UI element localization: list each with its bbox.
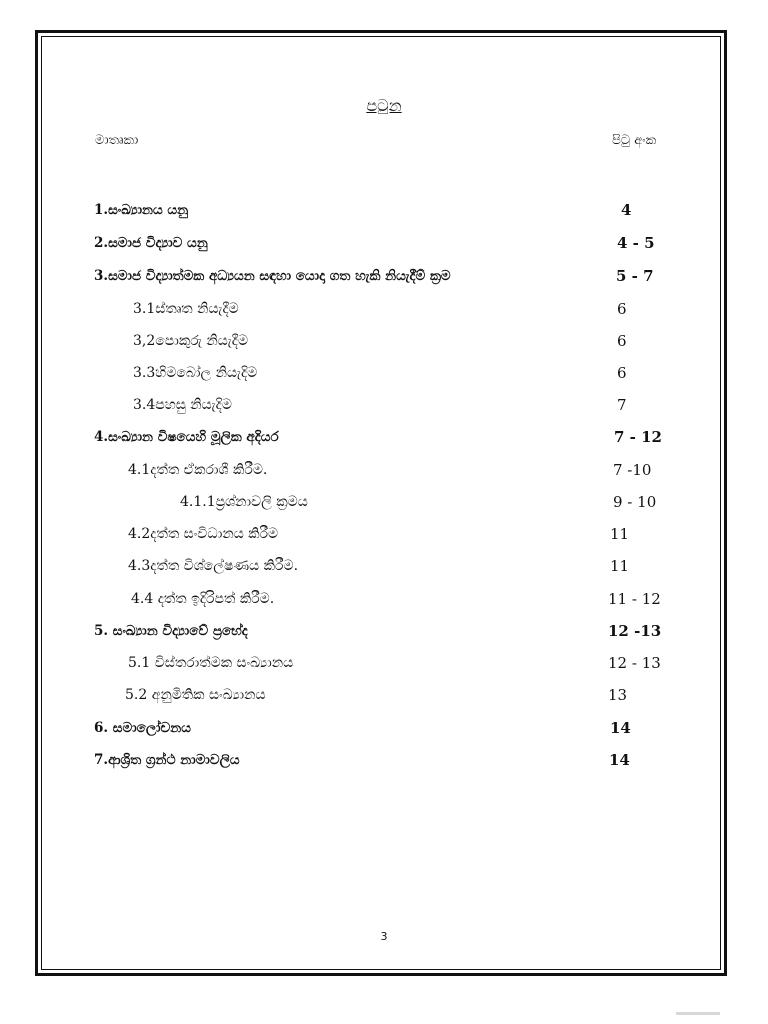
toc-entry-title: 4.4 දත්ත ඉදිරිපත් කිරීම. xyxy=(131,591,275,607)
toc-entry-page: 6 xyxy=(617,332,627,350)
toc-entry-page: 7 xyxy=(617,396,627,414)
toc-entry-page: 4 xyxy=(621,201,632,219)
toc-entry-title: 3.4පහසු නියැදිම xyxy=(133,397,232,413)
toc-entry-title: 5. සංඛ්‍යාන විද්‍යාවේ ප්‍රභේද xyxy=(94,623,248,639)
toc-entry-page: 7 - 12 xyxy=(614,428,662,446)
toc-title-text: පටුන xyxy=(366,96,402,115)
toc-entry xyxy=(0,393,768,417)
toc-entry-title: 3.3හිමබෝල නියැදිම xyxy=(133,365,258,381)
toc-entry-title: 5.1 විස්තරාත්මක සංඛ්‍යානය xyxy=(128,655,294,671)
toc-entry xyxy=(0,198,768,222)
header-topic-label: මාතෘකා xyxy=(95,133,139,148)
toc-entry xyxy=(0,554,768,578)
toc-entry-title: 3.සමාජ විද්‍යාත්මක අධ්‍යයන සඳහා යොදා ගත හැකි නියැදීම් ක්‍රම xyxy=(94,268,451,284)
toc-entry-page: 12 -13 xyxy=(608,622,662,640)
page-number: 3 xyxy=(380,930,388,943)
toc-entry-title: 7.ආශ්‍රිත ග්‍රන්ථ නාමාවලිය xyxy=(94,752,240,768)
toc-entry-title: 6. සමාලෝචනය xyxy=(94,720,191,736)
toc-entry xyxy=(0,264,768,288)
toc-entry-page: 6 xyxy=(617,300,627,318)
toc-entry-page: 5 - 7 xyxy=(616,267,654,285)
toc-entry-title: 5.2 අනුමිතික සංඛ්‍යානය xyxy=(125,687,266,703)
toc-entry-page: 4 - 5 xyxy=(617,234,655,252)
toc-entry xyxy=(0,522,768,546)
toc-entry-page: 14 xyxy=(610,719,631,737)
toc-entry-page: 11 xyxy=(610,525,630,543)
toc-title xyxy=(0,96,768,116)
toc-entry-title: 4.2දත්ත සංවිධානය කිරීම xyxy=(128,526,279,542)
toc-entry xyxy=(0,425,768,449)
toc-entry xyxy=(0,683,768,707)
toc-entry-title: 1.සංඛ්‍යානය යනු xyxy=(94,202,189,218)
toc-entry-page: 11 - 12 xyxy=(608,590,661,608)
toc-entry-title: 3,2පොකුරු නියැදීම xyxy=(133,333,249,349)
toc-entry-page: 14 xyxy=(609,751,630,769)
toc-entry xyxy=(0,329,768,353)
header-page-label: පිටු අංක xyxy=(612,133,657,148)
toc-entry xyxy=(0,619,768,643)
toc-entry xyxy=(0,587,768,611)
toc-entry-title: 4.3දත්ත විශ්ලේෂණය කිරීම. xyxy=(128,558,299,574)
toc-entry xyxy=(0,651,768,675)
toc-entry-title: 4.1දත්ත ඒකරාශී කිරීම. xyxy=(128,462,268,478)
toc-entry-page: 13 xyxy=(608,686,628,704)
watermark-mark xyxy=(676,1012,720,1015)
toc-entry xyxy=(0,297,768,321)
toc-entry-page: 7 -10 xyxy=(613,461,652,479)
toc-entry-page: 6 xyxy=(617,364,627,382)
toc-entry xyxy=(0,361,768,385)
toc-entry xyxy=(0,490,768,514)
toc-entry-page: 9 - 10 xyxy=(613,493,657,511)
toc-entry-title: 3.1ස්තෘත නියැදීම xyxy=(133,301,239,317)
toc-entry-page: 12 - 13 xyxy=(608,654,661,672)
toc-entry xyxy=(0,716,768,740)
toc-entry-title: 2.සමාජ විද්‍යාව යනු xyxy=(94,235,208,251)
toc-entry-page: 11 xyxy=(610,557,630,575)
toc-entry xyxy=(0,458,768,482)
toc-entry xyxy=(0,231,768,255)
toc-entry-title: 4.සංඛ්‍යාන විෂයෙහි මූලික අදියර xyxy=(94,429,279,445)
toc-entry xyxy=(0,748,768,772)
toc-entry-title: 4.1.1ප්‍රශ්නාවලි ක්‍රමය xyxy=(180,494,308,510)
